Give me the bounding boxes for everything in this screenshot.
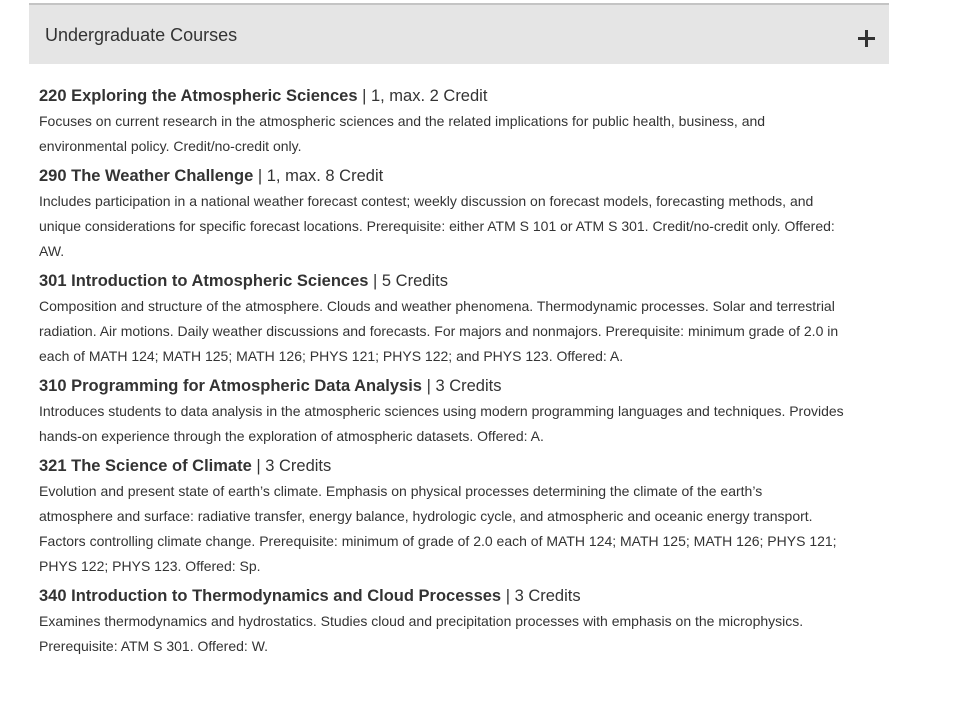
course-description — [39, 399, 899, 449]
course-description-line: Introduces students to data analysis in the atmospheric sciences using modern programming languages and techniques. Provides — [39, 403, 844, 419]
course-description-line: Focuses on current research in the atmospheric sciences and the related implications for public health, business, and — [39, 113, 766, 129]
course-item — [39, 268, 899, 369]
course-item — [39, 453, 899, 579]
course-description-line: each of MATH 124; MATH 125; MATH 126; PHYS 121; PHYS 122; and PHYS 123. Offered: A. — [39, 348, 624, 364]
course-description-line: unique considerations for specific forecast locations. Prerequisite: either ATM S 101 or ATM S 301. Credit/no-credit only. Offered: — [39, 218, 835, 234]
course-description-line: Includes participation in a national weather forecast contest; weekly discussion on forecast models, forecasting methods, and — [39, 193, 814, 209]
course-name: 290 The Weather Challenge — [39, 167, 254, 185]
course-name: 220 Exploring the Atmospheric Sciences — [39, 87, 358, 105]
course-title — [39, 83, 899, 109]
course-description-line: Evolution and present state of earth’s climate. Emphasis on physical processes determining the climate of the earth’s — [39, 483, 763, 499]
course-item — [39, 583, 899, 659]
course-item — [39, 83, 899, 159]
course-credits: | 3 Credits — [501, 587, 581, 605]
course-description — [39, 189, 899, 264]
course-title — [39, 268, 899, 294]
course-title — [39, 583, 899, 609]
course-description — [39, 479, 899, 579]
course-description-line: environmental policy. Credit/no-credit only. — [39, 138, 302, 154]
course-name: 340 Introduction to Thermodynamics and Cloud Processes — [39, 587, 502, 605]
course-name: 310 Programming for Atmospheric Data Analysis — [39, 377, 422, 395]
course-description-line: Prerequisite: ATM S 301. Offered: W. — [39, 638, 269, 654]
course-description-line: Composition and structure of the atmosphere. Clouds and weather phenomena. Thermodynamic processes. Solar and terrestrial — [39, 298, 835, 314]
course-description-line: atmosphere and surface: radiative transfer, energy balance, hydrologic cycle, and atmospheric and oceanic energy transport. — [39, 508, 813, 524]
course-credits: | 3 Credits — [251, 457, 332, 475]
course-name: 301 Introduction to Atmospheric Sciences — [39, 272, 369, 290]
course-name: 321 The Science of Climate — [39, 457, 252, 475]
course-credits: | 1, max. 8 Credit — [253, 167, 384, 185]
course-credits: | 5 Credits — [368, 272, 448, 290]
course-title — [39, 163, 899, 189]
course-credits: | 3 Credits — [421, 377, 502, 395]
course-description-line: Factors controlling climate change. Prerequisite: minimum of grade of 2.0 each of MATH 124; MATH 125; MATH 126; PHYS 121; — [39, 533, 837, 549]
course-description-line: radiation. Air motions. Daily weather discussions and forecasts. For majors and nonmajors. Prerequisite: minimum grade of 2.0 in — [39, 323, 839, 339]
course-item — [39, 163, 899, 264]
course-description — [39, 109, 899, 159]
course-description-line: PHYS 122; PHYS 123. Offered: Sp. — [39, 558, 261, 574]
course-credits: | 1, max. 2 Credit — [357, 87, 488, 105]
course-description — [39, 294, 899, 369]
panel-title: Undergraduate Courses — [45, 25, 238, 45]
course-description — [39, 609, 899, 659]
course-title — [39, 453, 899, 479]
course-title — [39, 373, 899, 399]
course-description-line: AW. — [39, 243, 65, 259]
course-description-line: Examines thermodynamics and hydrostatics. Studies cloud and precipitation processes with emphasis on the microphysics. — [39, 613, 804, 629]
course-list — [39, 83, 899, 663]
course-item — [39, 373, 899, 449]
plus-icon[interactable] — [858, 30, 875, 47]
undergraduate-courses-panel-header[interactable] — [29, 3, 889, 64]
course-description-line: hands-on experience through the exploration of atmospheric datasets. Offered: A. — [39, 428, 544, 444]
